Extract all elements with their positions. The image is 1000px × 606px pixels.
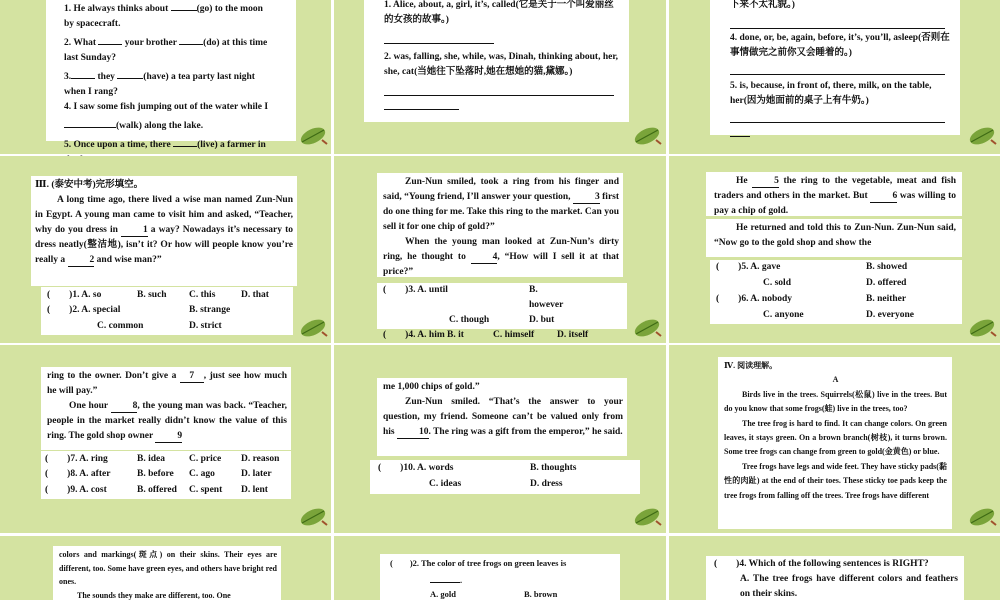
question-text: 1. Alice, about, a, girl, it’s, called(它是关于一个叫爱丽丝的女孩的故事。) xyxy=(384,0,614,25)
option[interactable]: C. this xyxy=(189,290,216,300)
passage-text: , “How will I sell it at that price?” xyxy=(383,252,620,277)
passage-text: ring to the owner. Don’t give a xyxy=(47,371,177,381)
option[interactable] xyxy=(137,303,189,318)
option[interactable]: D. lent xyxy=(241,484,268,495)
question-box xyxy=(706,556,964,604)
slide-2 xyxy=(334,0,666,154)
blank-number: 5 xyxy=(752,175,779,188)
slide-8 xyxy=(334,345,666,533)
blank-number: 2 xyxy=(68,254,95,267)
option[interactable]: D. dress xyxy=(530,479,563,489)
passage-box xyxy=(31,176,297,286)
slide-3 xyxy=(669,0,1000,154)
passage-text: When the young man looked at Zun-Nun’s dirty ring, he thought to xyxy=(383,237,619,262)
item-text: (live) a farmer in xyxy=(197,140,266,150)
passage-text: Birds live in the trees. Squirrels(松鼠) live in the trees. But do you know that some frogs(蛙) live in the trees, too? xyxy=(724,389,947,414)
options-box xyxy=(710,260,962,324)
leaf-icon xyxy=(967,318,997,338)
leaf-icon xyxy=(298,507,328,527)
answer-blank[interactable] xyxy=(173,134,197,147)
item-text: 1. He always thinks about xyxy=(64,4,169,14)
reading-box xyxy=(53,546,281,606)
passage-text: colors and markings(斑点) on their skins. Their eyes are different, too. Some have green eyes, and others have bright red ones. xyxy=(59,550,277,586)
item-text: (do) at this time xyxy=(203,38,268,48)
blank-number: 6 xyxy=(870,190,897,203)
question-choice[interactable]: ( )7. A. ring xyxy=(45,454,108,464)
item-text: 2. What xyxy=(64,38,97,48)
slide-1 xyxy=(0,0,331,154)
answer-blank[interactable] xyxy=(179,32,203,45)
slide-5 xyxy=(334,156,666,343)
passage-text: He returned and told this to Zun-Nun. Zun-Nun said, “Now go to the gold shop and show the xyxy=(714,223,956,248)
answer-line[interactable] xyxy=(384,94,614,96)
section-heading: Ⅳ. 阅读理解。 xyxy=(724,361,778,370)
passage-text: Zun-Nun smiled. “That’s the answer to your question, my friend. Someone can’t be valued only from his xyxy=(383,397,623,437)
blank-number: 3 xyxy=(573,191,600,204)
question-text: 2. was, falling, she, while, was, Dinah, thinking about, her, she, cat(当她往下坠落时,她在想她的猫,黛娜。) xyxy=(384,52,619,77)
option[interactable]: B. such xyxy=(137,290,167,300)
question-choice[interactable]: ( )10. A. words xyxy=(378,463,454,473)
item-text: when I rang? xyxy=(64,87,118,97)
options-box xyxy=(377,283,627,340)
slide-9 xyxy=(669,345,1000,533)
item-text: (have) a tea party last night xyxy=(143,72,255,82)
options-box xyxy=(41,287,293,335)
slide-7 xyxy=(0,345,331,533)
leaf-icon xyxy=(967,126,997,146)
question-choice[interactable]: ( )4. A. him xyxy=(383,330,445,340)
option[interactable]: C. spent xyxy=(189,484,223,495)
option[interactable]: C. ideas xyxy=(429,479,462,489)
slide-11 xyxy=(334,536,666,600)
answer-blank[interactable] xyxy=(171,0,197,11)
passage-text: He xyxy=(736,176,748,186)
item-text: your brother xyxy=(124,38,177,48)
answer-blank[interactable] xyxy=(117,66,143,79)
leaf-icon xyxy=(632,507,662,527)
item-text: 4. I saw some fish jumping out of the water while I xyxy=(64,102,269,112)
leaf-icon xyxy=(298,126,328,146)
passage-box xyxy=(377,378,627,456)
leaf-icon xyxy=(298,318,328,338)
blank-number: 10 xyxy=(397,426,429,439)
leaf-icon xyxy=(967,507,997,527)
option[interactable]: B. idea xyxy=(137,454,165,464)
blank-number: 8 xyxy=(111,400,138,413)
leaf-icon xyxy=(632,318,662,338)
question-text: ( )4. Which of the following sentences is RIGHT? xyxy=(714,559,929,569)
option[interactable]: C. price xyxy=(189,454,222,464)
passage-text: A long time ago, there lived a wise man named Zun-Nun in Egypt. A young man came to visit him and asked, “Teacher, why do you dress in xyxy=(35,195,293,235)
passage-text: , the young man was back. “Teacher, people in the market really didn’t know the value of this ring. The gold shop owner xyxy=(47,401,287,441)
item-text: 3. xyxy=(64,72,72,82)
reading-box xyxy=(718,357,952,529)
exercise-box xyxy=(710,0,960,135)
passage-box xyxy=(706,219,962,257)
option[interactable]: D. everyone xyxy=(866,310,915,320)
option[interactable]: B. before xyxy=(137,469,174,480)
question-text: 4. done, or, be, again, before, it’s, you’ll, asleep(否则在事情做完之前你又会睡着的。) xyxy=(730,33,950,58)
item-text: they xyxy=(97,72,115,82)
exercise-box xyxy=(364,0,629,122)
slide-4 xyxy=(0,156,331,343)
option[interactable]: B. thoughts xyxy=(530,463,577,473)
question-choice[interactable]: ( )2. A. special xyxy=(47,305,121,316)
option[interactable]: D. reason xyxy=(241,454,280,464)
option[interactable]: C. anyone xyxy=(763,310,804,320)
option[interactable]: D. itself xyxy=(557,330,589,340)
question-choice[interactable]: ( )1. A. so xyxy=(47,290,102,300)
item-text: 5. Once upon a time, there xyxy=(64,140,171,150)
passage-text: the ring to the vegetable, meat and fish traders and others in the market. But xyxy=(714,176,957,201)
option[interactable]: B. it xyxy=(447,330,464,340)
slide-12 xyxy=(669,536,1000,600)
question-box xyxy=(380,554,620,604)
option[interactable]: A. The tree frogs have different colors and feathers on their skins. xyxy=(740,574,958,599)
passage-text: The sounds they make are different, too. One xyxy=(77,590,231,600)
item-text: last Sunday? xyxy=(64,53,117,63)
blank-number: 7 xyxy=(180,370,204,383)
option[interactable]: B. strange xyxy=(189,305,231,316)
passage-text: was willing to pay a chip of gold. xyxy=(714,191,957,216)
options-box xyxy=(370,460,640,494)
answer-blank[interactable] xyxy=(64,115,116,128)
passage-text: The tree frog is hard to find. It can change colors. On green leaves, it stays green. On a brown branch(树枝), it turns brown. Some tree frogs can change from green to gold(金黄色) or blue. xyxy=(724,418,947,457)
answer-blank[interactable] xyxy=(430,570,463,585)
option[interactable]: C. sold xyxy=(763,278,791,288)
option[interactable]: C. ago xyxy=(189,469,215,480)
answer-line[interactable] xyxy=(730,135,750,137)
item-text: by spacecraft. xyxy=(64,19,121,29)
passage-box xyxy=(377,173,623,277)
question-text: 下来不太礼貌。) xyxy=(730,0,795,10)
passage-text: a way? Nowadays it’s necessary to dress neatly(整洁地), isn’t it? Or how will people know you’re really a xyxy=(35,225,293,265)
passage-text: and wise man?” xyxy=(96,255,162,265)
question-choice[interactable]: ( )8. A. after xyxy=(45,469,111,480)
option[interactable]: D. later xyxy=(241,469,272,480)
option[interactable]: B. however xyxy=(529,285,564,310)
blank-number: 9 xyxy=(155,430,182,443)
blank-number: 1 xyxy=(121,224,148,237)
option[interactable]: D. that xyxy=(241,290,269,300)
question-text: ( )2. The color of tree frogs on green leaves is xyxy=(390,558,567,568)
question-choice[interactable]: ( )9. A. cost xyxy=(45,484,107,495)
option[interactable]: B. brown xyxy=(524,589,558,599)
slide-10 xyxy=(0,536,331,600)
passage-text: . The ring was a gift from the emperor,” he said. xyxy=(428,427,623,437)
passage-box xyxy=(41,367,291,450)
answer-line[interactable] xyxy=(384,108,459,110)
question-choice[interactable]: ( )6. A. nobody xyxy=(716,294,793,304)
option[interactable]: A. gold xyxy=(430,589,456,599)
options-box xyxy=(41,451,291,499)
passage-text: me 1,000 chips of gold.” xyxy=(383,382,480,392)
answer-blank[interactable] xyxy=(98,32,122,45)
passage-text: first do one thing for me. Take this ring to the market. Can you sell it for one chip of gold?” xyxy=(383,192,620,232)
question-text: 5. is, because, in front of, there, milk, on the table, her(因为她面前的桌子上有牛奶。) xyxy=(730,81,932,106)
option[interactable]: B. showed xyxy=(866,262,908,272)
option[interactable]: D. strict xyxy=(189,320,222,331)
answer-line[interactable] xyxy=(384,42,494,44)
question-choice[interactable]: ( )3. A. until xyxy=(383,285,448,295)
answer-blank[interactable] xyxy=(71,66,95,79)
answer-line[interactable] xyxy=(730,121,945,123)
option[interactable]: B. neither xyxy=(866,294,907,304)
blank-number: 4 xyxy=(471,251,498,264)
answer-line[interactable] xyxy=(730,73,945,75)
leaf-icon xyxy=(632,126,662,146)
passage-text: One hour xyxy=(69,401,108,411)
question-text: . xyxy=(460,575,463,585)
passage-letter: A xyxy=(832,375,839,385)
option[interactable]: D. but xyxy=(529,315,555,325)
passage-text: Tree frogs have legs and wide feet. They have sticky pads(黏性的肉趾) at the end of their toes. These sticky toe pads keep the tree frogs from falling off the trees. Tree frogs have different xyxy=(724,461,947,500)
option[interactable]: B. offered xyxy=(137,484,177,495)
item-text: (go) to the moon xyxy=(196,4,263,14)
option[interactable]: D. offered xyxy=(866,278,907,288)
exercise-box xyxy=(46,0,296,150)
passage-text: Zun-Nun smiled, took a ring from his finger and said, “Young friend, I’ll answer your question, xyxy=(383,177,619,202)
question-choice[interactable]: ( )5. A. gave xyxy=(716,262,781,272)
passage-text: , just see how much he will pay.” xyxy=(47,371,288,396)
answer-line[interactable] xyxy=(730,27,945,29)
item-text: (walk) along the lake. xyxy=(116,121,204,131)
section-heading: Ⅲ. (泰安中考)完形填空。 xyxy=(35,180,144,190)
option[interactable]: C. common xyxy=(97,320,144,331)
option[interactable]: C. himself xyxy=(493,330,535,340)
passage-box xyxy=(706,172,962,216)
slide-6 xyxy=(669,156,1000,343)
option[interactable]: C. though xyxy=(449,315,490,325)
